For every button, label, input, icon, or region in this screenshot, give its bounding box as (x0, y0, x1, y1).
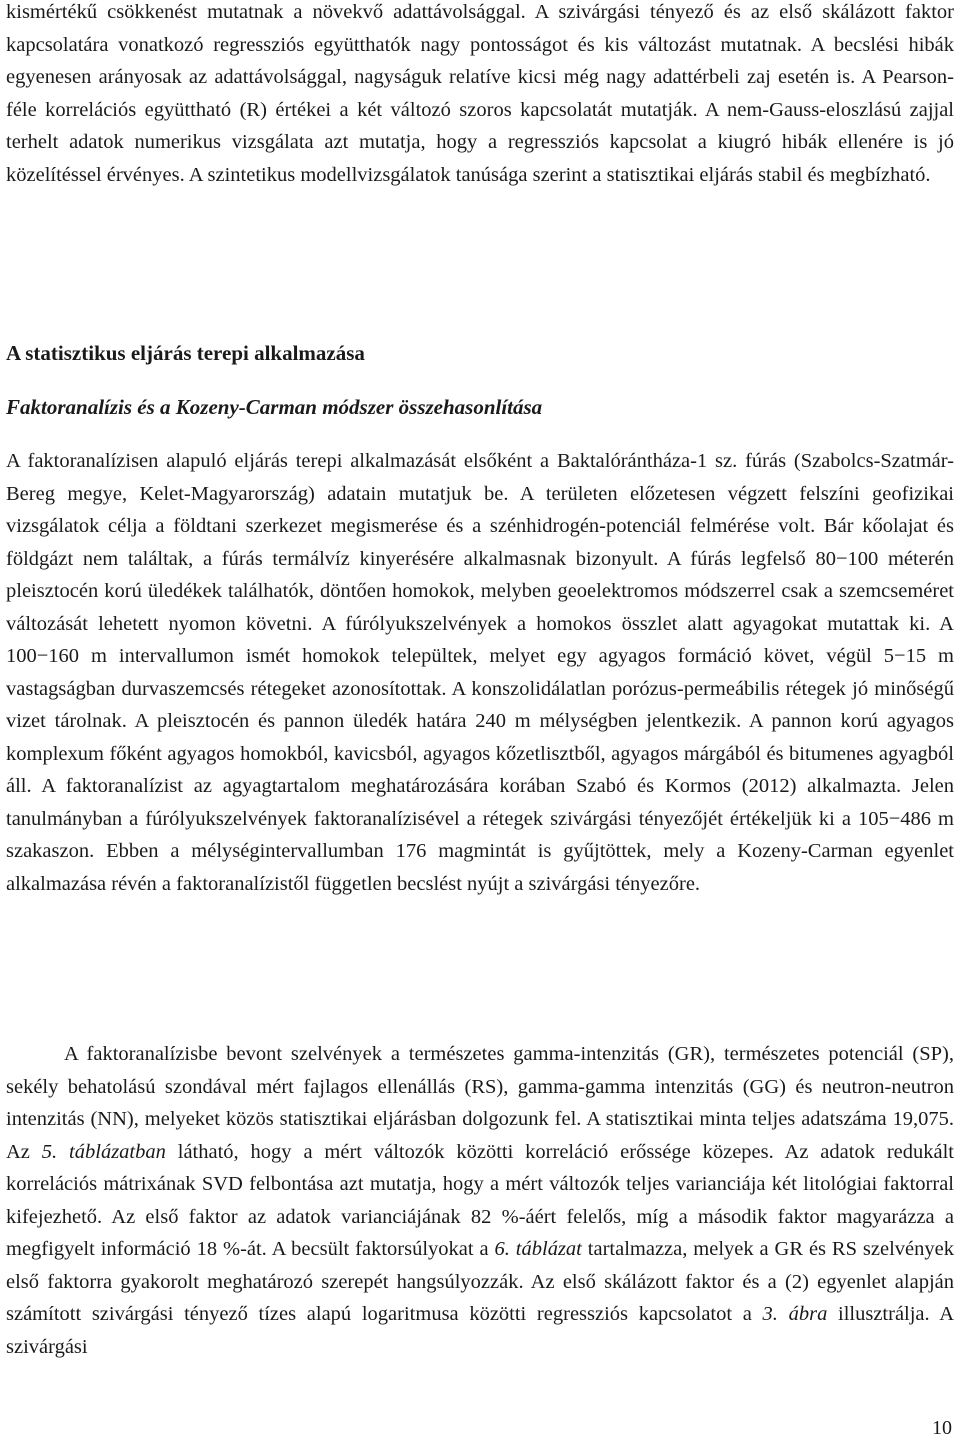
paragraph-3-text-2: látható, hogy a mért változók közötti korreláció erőssége közepes. Az adatok redukált korrelációs mátrixának SVD felbontása azt mutatja, hogy a mért változók teljes varianciája két litológiai faktorral kifejezhető. Az első faktor az adatok varianciájának 82 %-áért felelős, míg a második faktor magyarázza a megfigyelt információ 18 %-át. A becsült faktorsúlyokat a (6, 1140, 954, 1260)
page-number: 10 (932, 1417, 952, 1439)
subsection-heading: Faktoranalízis és a Kozeny-Carman módszer összehasonlítása (6, 395, 543, 419)
table-6-reference: 6. táblázat (494, 1238, 582, 1260)
body-paragraph-2: A faktoranalízisen alapuló eljárás terepi alkalmazását elsőként a Baktalórántháza-1 sz. fúrás (Szabolcs-Szatmár-Bereg megye, Kelet-Magyarország) adatain mutatjuk be. A területen előzetesen végzett felszíni geofizikai vizsgálatok célja a földtani szerkezet megismerése és a szénhidrogén-potenciál felmérése volt. Bár kőolajat és földgázt nem találtak, a fúrás termálvíz kinyerésére alkalmasnak bizonyult. A fúrás legfelső 80−100 méterén pleisztocén korú üledékek találhatók, döntően homokok, melyben geoelektromos módszerrel csak a szemcseméret változását lehetett nyomon követni. A fúrólyukszelvények a homokos összlet alatt agyagokat mutattak ki. A 100−160 m intervallumon ismét homokok települtek, melyet egy agyagos formáció követ, végül 5−15 m vastagságban durvaszemcsés rétegeket azonosítottak. A konszolidálatlan porózus-permeábilis rétegek jó minőségű vizet tárolnak. A pleisztocén és pannon üledék határa 240 m mélységben jelentkezik. A pannon korú agyagos komplexum főként agyagos homokból, kavicsból, agyagos kőzetlisztből, agyagos márgából és bitumenes agyagból áll. A faktoranalízist az agyagtartalom meghatározására korában Szabó és Kormos (2012) alkalmazta. Jelen tanulmányban a fúrólyukszelvények faktoranalízisével a rétegek szivárgási tényezőjét értékeljük ki a 105−486 m szakaszon. Ebben a mélységintervallumban 176 magmintát is gyűjtöttek, mely a Kozeny-Carman egyenlet alkalmazása révén a faktoranalízistől független becslést nyújt a szivárgási tényezőre. (6, 450, 954, 895)
section-heading: A statisztikus eljárás terepi alkalmazása (6, 341, 365, 365)
figure-3-reference: 3. ábra (762, 1303, 828, 1325)
body-paragraph-3 (6, 1038, 954, 1363)
paragraph-3-text-1: A faktoranalízisbe bevont szelvények a természetes gamma-intenzitás (GR), természetes potenciál (SP), sekély behatolású szondával mért fajlagos ellenállás (RS), gamma-gamma intenzitás (GG) és neutron-neutron intenzitás (NN), melyeket közös statisztikai eljárásban dolgozunk fel. A statisztikai minta teljes adatszáma 19,075. Az (6, 1043, 954, 1163)
paragraph-3-text-4: illusztrálja. A szivárgási (6, 1303, 955, 1358)
paragraph-3-text-3: tartalmazza, melyek a GR és RS szelvények első faktorra gyakorolt meghatározó szerepét hangsúlyozzák. Az első skálázott faktor és a (2) egyenlet alapján számított szivárgási tényező tízes alapú logaritmusa közötti regressziós kapcsolatot a (6, 1238, 954, 1325)
body-paragraph-1: kismértékű csökkenést mutatnak a növekvő adattávolsággal. A szivárgási tényező és az első skálázott faktor kapcsolatára vonatkozó regressziós együtthatók nagy pontosságot és kis változást mutatnak. A becslési hibák egyenesen arányosak az adattávolsággal, nagyságuk relatíve kicsi még nagy adattérbeli zaj esetén is. A Pearson-féle korrelációs együttható (R) értékei a két változó szoros kapcsolatát mutatják. A nem-Gauss-eloszlású zajjal terhelt adatok numerikus vizsgálata azt mutatja, hogy a regressziós kapcsolat a kiugró hibák ellenére is jó közelítéssel érvényes. A szintetikus modellvizsgálatok tanúsága szerint a statisztikai eljárás stabil és megbízható. (6, 1, 954, 186)
table-5-reference: 5. táblázatban (41, 1140, 166, 1163)
